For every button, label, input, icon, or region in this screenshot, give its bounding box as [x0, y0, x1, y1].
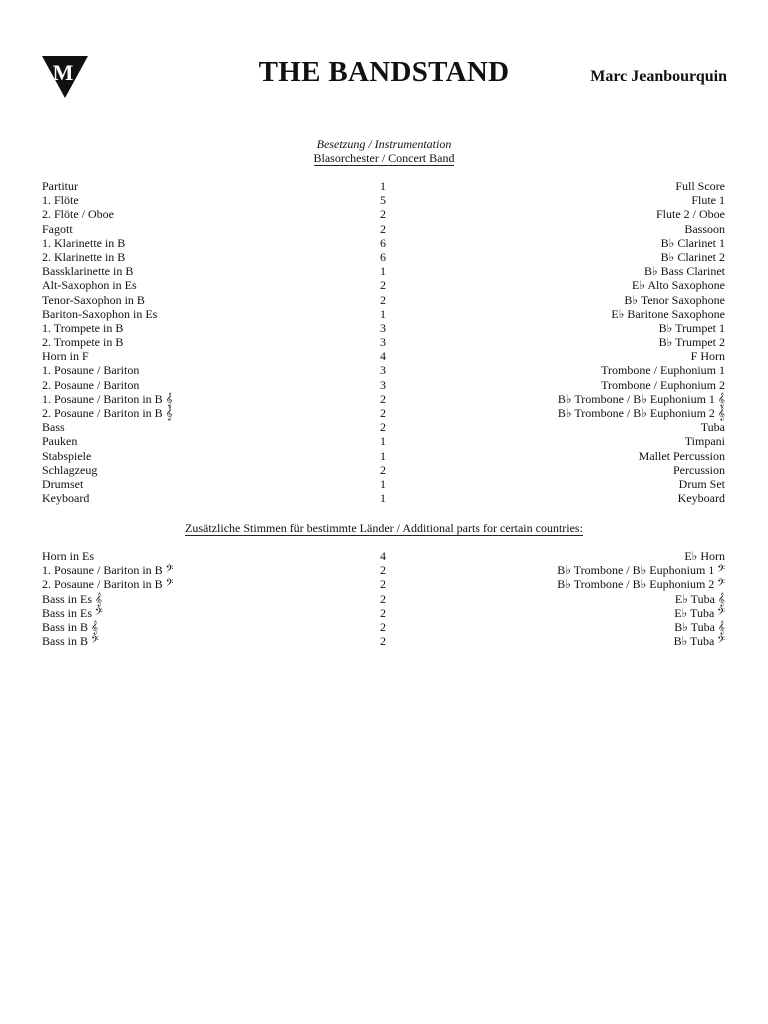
part-row: [42, 563, 725, 577]
part-name-de: Horn in Es: [42, 549, 94, 563]
part-name-de: 1. Klarinette in B: [42, 235, 126, 250]
part-name-en: B♭ Bass Clarinet: [644, 264, 725, 279]
part-row: [42, 222, 725, 236]
part-count: 3: [380, 320, 386, 335]
part-row: [42, 549, 725, 563]
part-name-en: Tuba: [700, 420, 725, 435]
part-name-en: B♭ Tuba 𝄢: [673, 634, 725, 649]
part-name-de: Bass in Es 𝄢: [42, 605, 103, 620]
part-name-de: Bass: [42, 420, 65, 435]
part-row: [42, 363, 725, 377]
part-name-de: Horn in F: [42, 349, 89, 364]
part-name-en: F Horn: [690, 349, 725, 364]
part-count: 2: [380, 292, 386, 307]
part-row: [42, 193, 725, 207]
part-row: [42, 278, 725, 292]
part-row: [42, 392, 725, 406]
part-count: 2: [380, 462, 386, 477]
part-row: [42, 179, 725, 193]
part-name-de: 1. Posaune / Bariton in B 𝄢: [42, 563, 174, 578]
part-count: 2: [380, 563, 386, 578]
instrumentation-label: Besetzung / Instrumentation: [316, 137, 452, 151]
part-count: 2: [380, 605, 386, 620]
part-name-en: B♭ Clarinet 2: [660, 249, 725, 264]
part-name-de: 2. Flöte / Oboe: [42, 207, 114, 222]
part-count: 2: [380, 221, 386, 236]
part-count: 1: [380, 179, 386, 193]
part-name-en: Timpani: [684, 434, 725, 449]
part-name-de: Tenor-Saxophon in B: [42, 292, 145, 307]
part-count: 1: [380, 434, 386, 449]
part-row: [42, 321, 725, 335]
parts-list: [42, 179, 725, 505]
part-name-de: Bassklarinette in B: [42, 264, 134, 279]
part-name-de: Bariton-Saxophon in Es: [42, 306, 158, 321]
part-name-en: E♭ Horn: [684, 549, 725, 563]
part-row: [42, 406, 725, 420]
part-row: [42, 293, 725, 307]
part-count: 2: [380, 207, 386, 222]
part-name-en: B♭ Trombone / B♭ Euphonium 2 𝄞: [557, 406, 725, 420]
page-title: THE BANDSTAND: [258, 56, 510, 88]
part-name-de: 2. Posaune / Bariton in B 𝄞: [42, 406, 173, 420]
part-count: 2: [380, 591, 386, 606]
part-count: 6: [380, 235, 386, 250]
part-name-de: 1. Flöte: [42, 193, 79, 208]
composer-name: Marc Jeanbourquin: [590, 68, 727, 85]
part-count: 3: [380, 335, 386, 350]
part-name-de: 2. Posaune / Bariton in B 𝄢: [42, 577, 174, 592]
part-name-en: Mallet Percussion: [638, 448, 725, 463]
part-name-de: 2. Trompete in B: [42, 335, 124, 350]
part-name-en: B♭ Trombone / B♭ Euphonium 1 𝄢: [557, 563, 725, 578]
part-name-de: Alt-Saxophon in Es: [42, 278, 137, 293]
part-row: [42, 307, 725, 321]
part-count: 4: [380, 549, 386, 563]
part-name-en: E♭ Tuba 𝄢: [674, 605, 725, 620]
part-row: [42, 606, 725, 620]
part-name-de: Bass in B 𝄢: [42, 634, 99, 649]
part-name-en: Flute 2 / Oboe: [656, 207, 725, 222]
part-name-en: Trombone / Euphonium 2: [601, 377, 725, 392]
part-name-en: Full Score: [675, 179, 725, 193]
part-count: 1: [380, 306, 386, 321]
part-name-en: E♭ Alto Saxophone: [632, 278, 725, 293]
part-count: 6: [380, 249, 386, 264]
part-name-de: 2. Klarinette in B: [42, 249, 126, 264]
band-type-label: Blasorchester / Concert Band: [313, 151, 455, 165]
logo-letter: M: [52, 60, 74, 85]
part-name-en: B♭ Clarinet 1: [660, 235, 725, 250]
part-name-de: 1. Posaune / Bariton in B 𝄞: [42, 391, 173, 406]
part-name-en: B♭ Tenor Saxophone: [624, 292, 725, 307]
part-name-de: Drumset: [42, 476, 84, 491]
part-row: [42, 449, 725, 463]
part-count: 1: [380, 448, 386, 463]
part-row: [42, 207, 725, 221]
part-name-de: Schlagzeug: [42, 462, 98, 477]
part-name-en: B♭ Trumpet 2: [658, 335, 725, 350]
part-count: 3: [380, 377, 386, 392]
part-row: [42, 477, 725, 491]
part-name-en: Percussion: [673, 462, 725, 477]
part-name-en: Drum Set: [678, 476, 725, 491]
part-row: [42, 349, 725, 363]
part-name-de: Stabspiele: [42, 448, 92, 463]
part-name-de: Bass in Es 𝄞: [42, 591, 103, 606]
part-count: 2: [380, 391, 386, 406]
part-name-en: Trombone / Euphonium 1: [601, 363, 725, 378]
part-name-en: Bassoon: [684, 221, 725, 236]
part-name-en: Flute 1: [691, 193, 725, 208]
part-count: 1: [380, 491, 386, 506]
part-row: [42, 335, 725, 349]
instrumentation-heading: [0, 137, 768, 166]
part-name-de: 1. Posaune / Bariton: [42, 363, 140, 378]
part-row: [42, 264, 725, 278]
additional-parts-label: Zusätzliche Stimmen für bestimmte Länder / Additional parts for certain countries:: [185, 521, 583, 535]
part-count: 3: [380, 363, 386, 378]
part-count: 5: [380, 193, 386, 208]
part-count: 1: [380, 264, 386, 279]
part-name-de: Bass in B 𝄞: [42, 619, 99, 634]
part-row: [42, 463, 725, 477]
additional-parts-heading: [0, 521, 768, 536]
part-name-en: B♭ Trombone / B♭ Euphonium 2 𝄢: [557, 577, 725, 592]
part-count: 2: [380, 278, 386, 293]
part-name-de: Keyboard: [42, 491, 90, 506]
part-row: [42, 620, 725, 634]
part-row: [42, 577, 725, 591]
part-name-de: 2. Posaune / Bariton: [42, 377, 140, 392]
part-name-de: Fagott: [42, 221, 73, 236]
part-name-de: Partitur: [42, 179, 78, 193]
part-row: [42, 236, 725, 250]
part-name-de: 1. Trompete in B: [42, 320, 124, 335]
part-row: [42, 378, 725, 392]
part-row: [42, 491, 725, 505]
part-count: 2: [380, 406, 386, 420]
additional-parts-list: [42, 549, 725, 648]
part-row: [42, 592, 725, 606]
part-row: [42, 434, 725, 448]
part-name-de: Pauken: [42, 434, 78, 449]
part-count: 2: [380, 619, 386, 634]
part-name-en: E♭ Tuba 𝄞: [674, 591, 725, 606]
part-name-en: Keyboard: [677, 491, 725, 506]
part-count: 1: [380, 476, 386, 491]
part-count: 2: [380, 577, 386, 592]
part-count: 2: [380, 634, 386, 649]
part-count: 4: [380, 349, 386, 364]
part-count: 2: [380, 420, 386, 435]
part-name-en: B♭ Tuba 𝄞: [674, 619, 725, 634]
part-name-en: B♭ Trombone / B♭ Euphonium 1 𝄞: [557, 391, 725, 406]
part-row: [42, 634, 725, 648]
part-name-en: B♭ Trumpet 1: [658, 320, 725, 335]
part-row: [42, 250, 725, 264]
part-row: [42, 420, 725, 434]
part-name-en: E♭ Baritone Saxophone: [611, 306, 725, 321]
